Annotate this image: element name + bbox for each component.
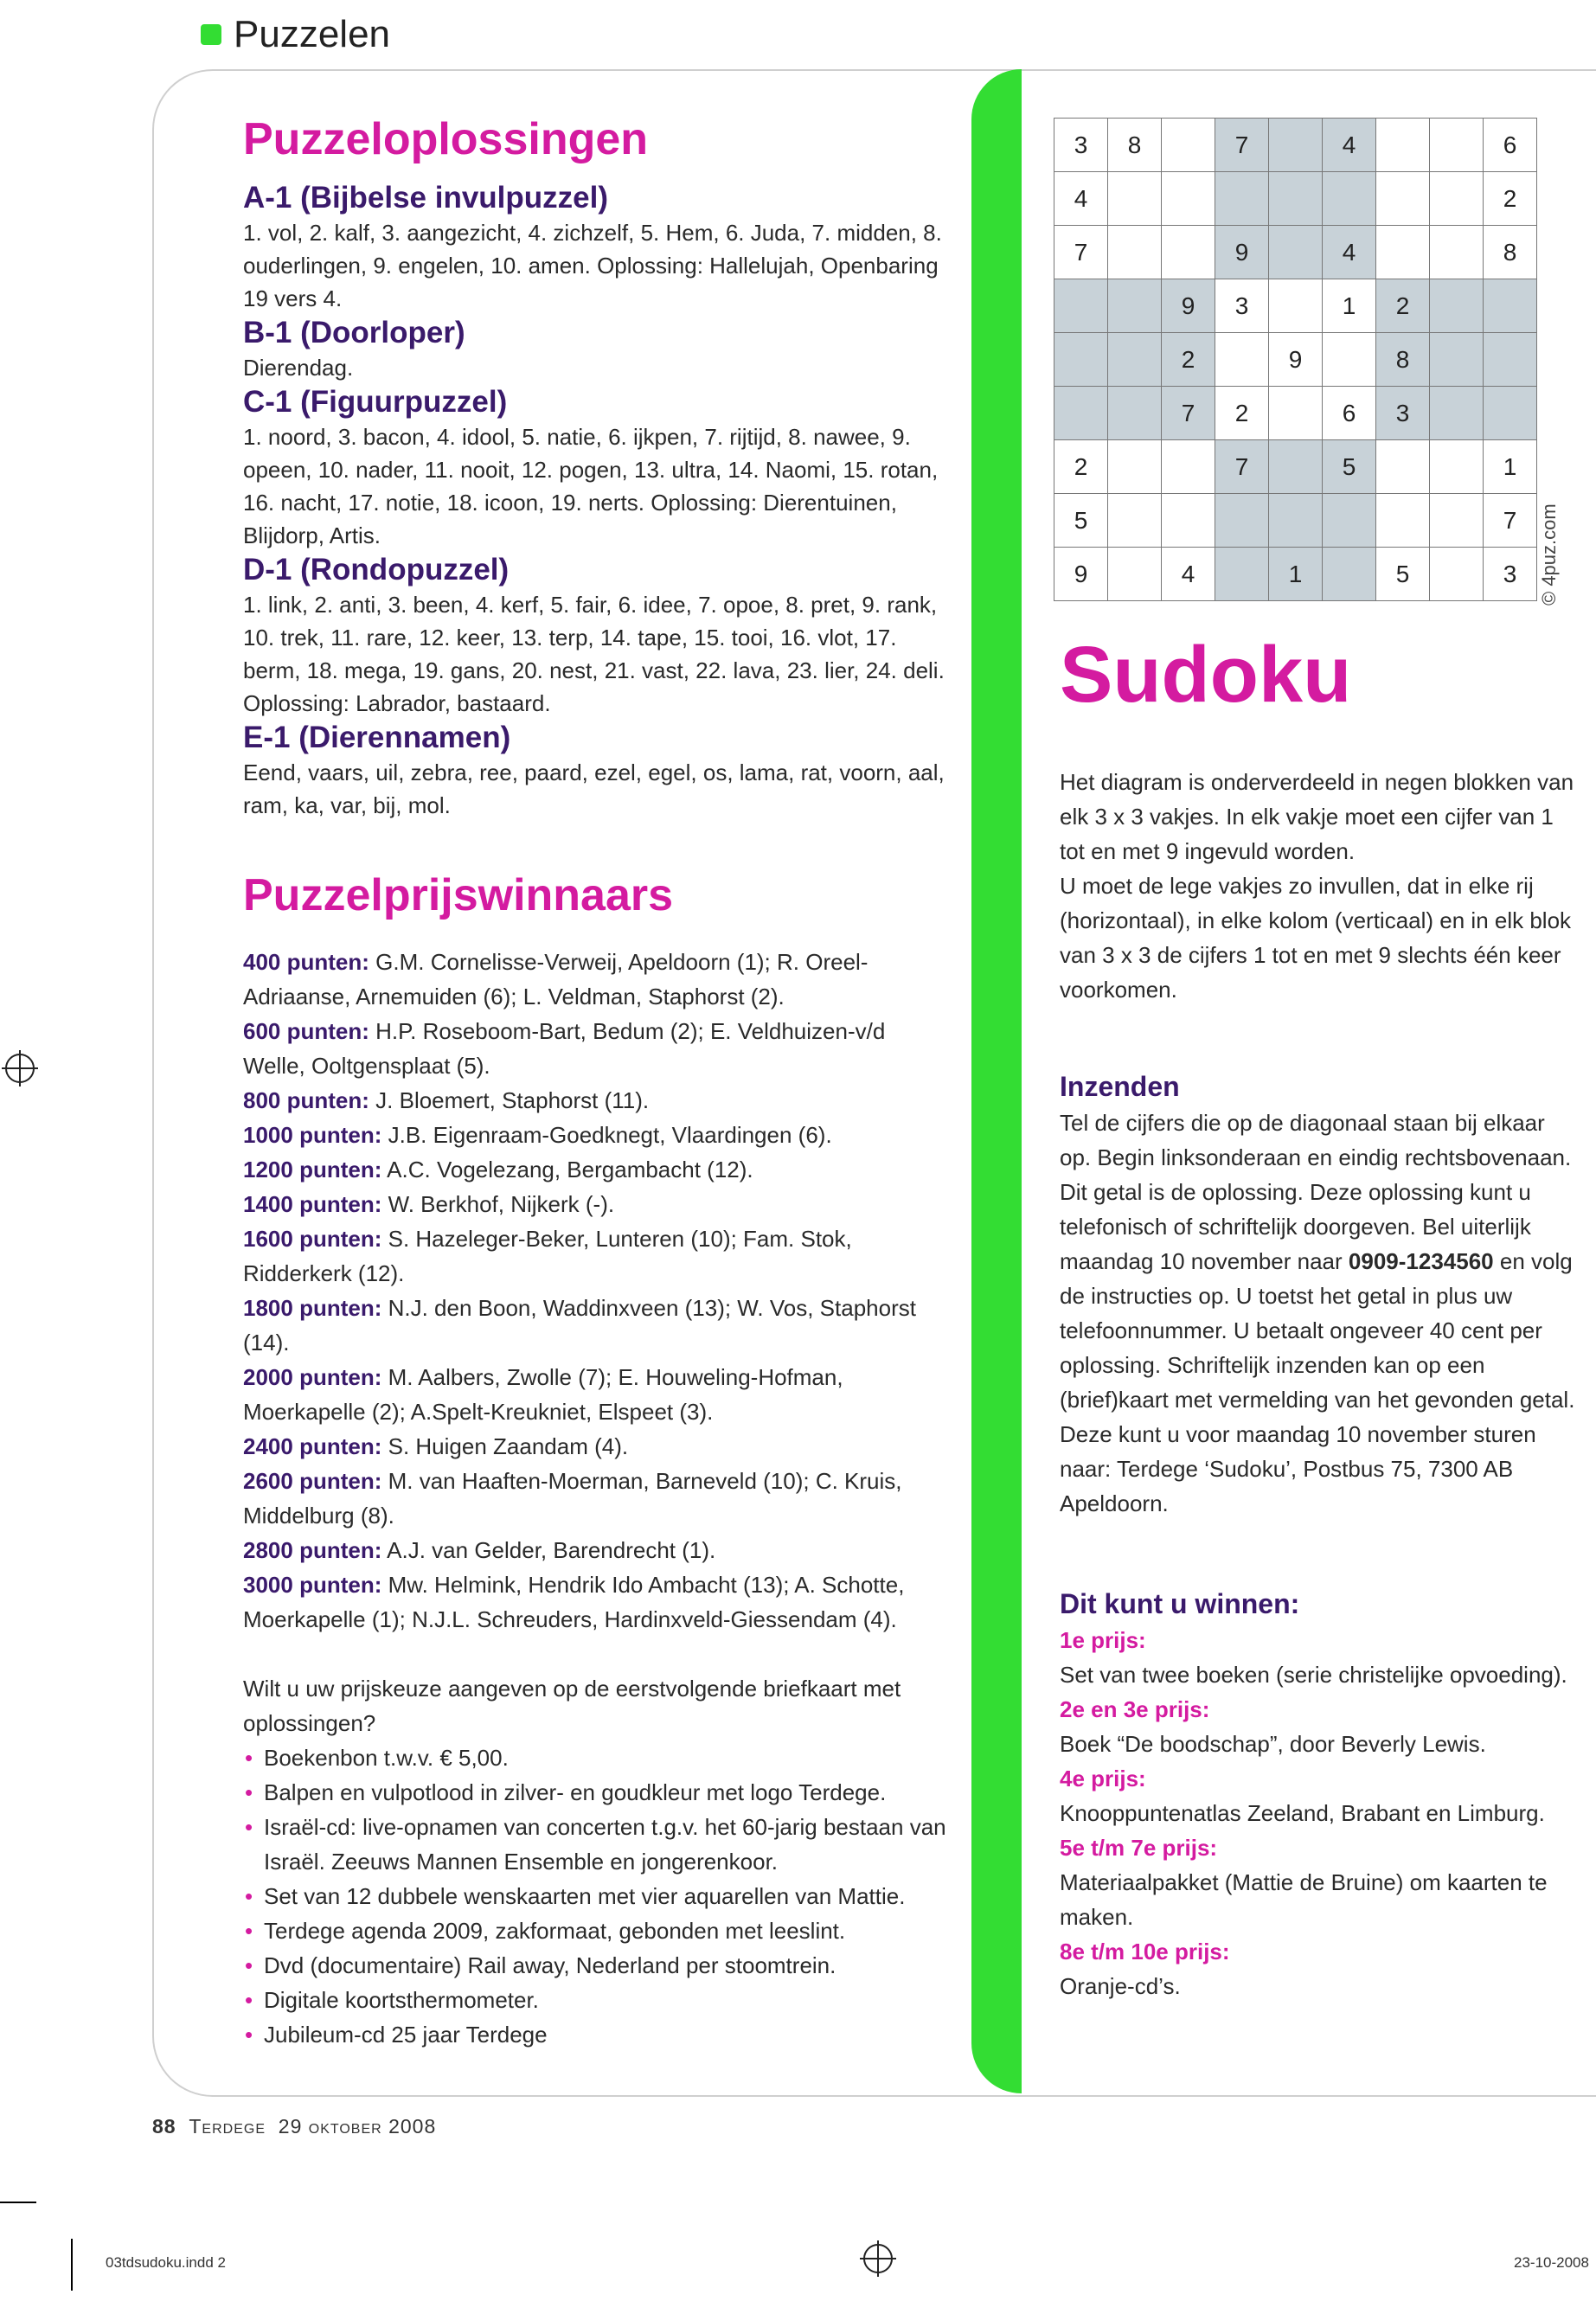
sudoku-cell: 3 xyxy=(1484,548,1537,601)
magazine-name: Terdege xyxy=(189,2115,266,2138)
sudoku-cell xyxy=(1430,226,1484,279)
winner-points: 1400 punten: xyxy=(243,1191,382,1217)
sudoku-cell xyxy=(1376,172,1430,226)
winner-entry xyxy=(243,1291,952,1360)
winners-title: Puzzelprijswinnaars xyxy=(243,870,674,920)
winner-points: 2600 punten: xyxy=(243,1468,382,1494)
prizes-heading: Dit kunt u winnen: xyxy=(1060,1588,1300,1619)
prize-choice-item: • Set van 12 dubbele wenskaarten met vier aquarellen van Mattie. xyxy=(243,1879,952,1913)
sudoku-cell xyxy=(1215,333,1269,387)
sudoku-cell xyxy=(1215,172,1269,226)
sudoku-cell xyxy=(1162,172,1215,226)
sudoku-cell xyxy=(1269,119,1323,172)
sudoku-cell: 7 xyxy=(1215,440,1269,494)
prize-item xyxy=(1060,1830,1579,1934)
sudoku-cell xyxy=(1108,172,1162,226)
sudoku-cell xyxy=(1108,226,1162,279)
sudoku-cell: 4 xyxy=(1323,226,1376,279)
winner-names: H.P. Roseboom-Bart, Bedum (2); E. Veldhuizen-v/d Welle, Ooltgensplaat (5). xyxy=(243,1018,886,1079)
winner-entry xyxy=(243,1014,952,1083)
sudoku-row xyxy=(1054,279,1537,333)
prize-choice-item: • Jubileum-cd 25 jaar Terdege xyxy=(243,2017,952,2052)
winner-entry xyxy=(243,1567,952,1637)
winner-names: M. van Haaften-Moerman, Barneveld (10); C. Kruis, Middelburg (8). xyxy=(243,1468,902,1529)
sudoku-cell: 3 xyxy=(1376,387,1430,440)
prize-label: 1e prijs: xyxy=(1060,1627,1146,1653)
prize-choice-list xyxy=(243,1740,952,2052)
solution-text: 1. noord, 3. bacon, 4. idool, 5. natie, 6. ijkpen, 7. rijtijd, 8. nawee, 9. opeen, 10. nader, 11. nooit, 12. pogen, 13. ultra, 14. Naomi, 15. rotan, 16. nacht, 17. notie, 18. icoon, 19. nerts. Oplossing: Dierentuinen, Blijdorp, Artis. xyxy=(243,424,939,548)
sudoku-cell: 9 xyxy=(1162,279,1215,333)
left-column xyxy=(243,111,952,2052)
sudoku-row xyxy=(1054,387,1537,440)
winner-points: 2400 punten: xyxy=(243,1433,382,1459)
winner-names: A.J. van Gelder, Barendrecht (1). xyxy=(387,1537,716,1563)
phone-number: 0909-1234560 xyxy=(1348,1248,1494,1274)
solution-heading: C-1 (Figuurpuzzel) xyxy=(243,385,508,419)
sudoku-cell xyxy=(1108,279,1162,333)
sudoku-cell xyxy=(1269,226,1323,279)
sudoku-cell: 2 xyxy=(1376,279,1430,333)
submit-text-1: Tel de cijfers die op de diagonaal staan bij elkaar op. Begin linksonderaan en eindig rechtsbovenaan. Dit getal is de oplossing. Deze oplossing kunt u telefonisch of schriftelijk doorgeven. Bel uiterlijk maandag 10 november naar xyxy=(1060,1110,1572,1274)
sudoku-cell xyxy=(1054,279,1108,333)
sudoku-cell xyxy=(1108,333,1162,387)
sudoku-cell xyxy=(1430,333,1484,387)
winner-entry xyxy=(243,1083,952,1118)
prize-choice-item: • Balpen en vulpotlood in zilver- en goudkleur met logo Terdege. xyxy=(243,1775,952,1810)
sudoku-cell xyxy=(1323,494,1376,548)
sudoku-cell: 6 xyxy=(1323,387,1376,440)
sudoku-cell xyxy=(1376,119,1430,172)
sudoku-cell xyxy=(1162,119,1215,172)
registration-mark-icon xyxy=(5,1054,35,1083)
sudoku-cell xyxy=(1376,494,1430,548)
solution-b1 xyxy=(243,315,952,384)
sudoku-cell xyxy=(1484,333,1537,387)
section-title: Puzzelen xyxy=(234,13,391,55)
prize-label: 4e prijs: xyxy=(1060,1766,1146,1791)
winner-names: Mw. Helmink, Hendrik Ido Ambacht (13); A. Schotte, Moerkapelle (1); N.J.L. Schreuders, Hardinxveld-Giessendam (4). xyxy=(243,1572,905,1632)
green-divider-bar xyxy=(971,69,1022,2093)
slug-date: 23-10-2008 xyxy=(1514,2254,1589,2271)
sudoku-cell xyxy=(1484,387,1537,440)
prize-text: Oranje-cd’s. xyxy=(1060,1973,1181,1999)
prize-choice-item: • Boekenbon t.w.v. € 5,00. xyxy=(243,1740,952,1775)
prize-choice-item: • Digitale koortsthermometer. xyxy=(243,1983,952,2017)
sudoku-cell xyxy=(1430,494,1484,548)
sudoku-row xyxy=(1054,440,1537,494)
registration-mark-icon xyxy=(863,2244,893,2273)
prize-text: Knooppuntenatlas Zeeland, Brabant en Limburg. xyxy=(1060,1800,1545,1826)
sudoku-cell xyxy=(1269,172,1323,226)
sudoku-rules: U moet de lege vakjes zo invullen, dat in elke rij (horizontaal), in elke kolom (verticaal) en in elk blok van 3 x 3 de cijfers 1 tot en met 9 slechts één keer voorkomen. xyxy=(1060,873,1572,1003)
sudoku-cell: 7 xyxy=(1215,119,1269,172)
winner-names: M. Aalbers, Zwolle (7); E. Houweling-Hofman, Moerkapelle (2); A.Spelt-Kreukniet, Elspeet (3). xyxy=(243,1364,843,1425)
sudoku-title: Sudoku xyxy=(1060,631,1352,719)
winners-list xyxy=(243,945,952,1637)
winner-entry xyxy=(243,1152,952,1187)
solution-e1 xyxy=(243,720,952,822)
sudoku-cell: 4 xyxy=(1162,548,1215,601)
sudoku-cell: 7 xyxy=(1162,387,1215,440)
winner-points: 600 punten: xyxy=(243,1018,369,1044)
sudoku-cell: 2 xyxy=(1162,333,1215,387)
winner-entry xyxy=(243,1118,952,1152)
sudoku-cell: 3 xyxy=(1215,279,1269,333)
winner-points: 1000 punten: xyxy=(243,1122,382,1148)
winner-entry xyxy=(243,1360,952,1429)
sudoku-cell: 6 xyxy=(1484,119,1537,172)
sudoku-cell: 7 xyxy=(1484,494,1537,548)
sudoku-cell xyxy=(1484,279,1537,333)
submit-text-2: en volg de instructies op. U toetst het getal in plus uw telefoonnummer. U betaalt ongeveer 40 cent per oplossing. Schriftelijk inzenden kan op een (brief)kaart met vermelding van het gevonden getal. Deze kunt u voor maandag 10 november sturen naar: Terdege ‘Sudoku’, Postbus 75, 7300 AB Apeldoorn. xyxy=(1060,1248,1575,1516)
winner-names: G.M. Cornelisse-Verweij, Apeldoorn (1); R. Oreel-Adriaanse, Arnemuiden (6); L. Veldman, Staphorst (2). xyxy=(243,949,869,1009)
winner-points: 800 punten: xyxy=(243,1087,369,1113)
winner-names: J. Bloemert, Staphorst (11). xyxy=(375,1087,650,1113)
sudoku-cell: 1 xyxy=(1484,440,1537,494)
sudoku-cell xyxy=(1323,548,1376,601)
sudoku-cell: 8 xyxy=(1376,333,1430,387)
sudoku-cell: 9 xyxy=(1215,226,1269,279)
sudoku-cell: 8 xyxy=(1484,226,1537,279)
winner-names: W. Berkhof, Nijkerk (-). xyxy=(388,1191,615,1217)
sudoku-cell: 2 xyxy=(1484,172,1537,226)
sudoku-cell xyxy=(1215,548,1269,601)
sudoku-cell: 2 xyxy=(1054,440,1108,494)
sudoku-cell: 5 xyxy=(1054,494,1108,548)
prize-label: 5e t/m 7e prijs: xyxy=(1060,1835,1218,1861)
prize-item xyxy=(1060,1934,1579,2003)
sudoku-cell xyxy=(1269,440,1323,494)
sudoku-row xyxy=(1054,548,1537,601)
submit-instructions xyxy=(1060,1106,1579,1521)
crop-mark xyxy=(71,2239,73,2291)
sudoku-cell: 9 xyxy=(1269,333,1323,387)
sudoku-cell: 1 xyxy=(1323,279,1376,333)
sudoku-cell: 2 xyxy=(1215,387,1269,440)
copyright-note: © 4puz.com xyxy=(1538,503,1560,606)
winner-points: 400 punten: xyxy=(243,949,369,975)
solution-text: 1. vol, 2. kalf, 3. aangezicht, 4. zichzelf, 5. Hem, 6. Juda, 7. midden, 8. ouderlingen, 9. engelen, 10. amen. Oplossing: Hallelujah, Openbaring 19 vers 4. xyxy=(243,220,942,311)
winner-names: S. Huigen Zaandam (4). xyxy=(388,1433,629,1459)
section-marker xyxy=(201,24,221,45)
page-number: 88 xyxy=(152,2115,176,2138)
sudoku-cell xyxy=(1430,119,1484,172)
solution-heading: B-1 (Doorloper) xyxy=(243,316,465,349)
prize-item xyxy=(1060,1623,1579,1692)
sudoku-row xyxy=(1054,172,1537,226)
sudoku-cell xyxy=(1162,226,1215,279)
sudoku-grid xyxy=(1054,118,1537,601)
solution-heading: E-1 (Dierennamen) xyxy=(243,721,511,754)
sudoku-cell: 8 xyxy=(1108,119,1162,172)
winner-points: 2000 punten: xyxy=(243,1364,382,1390)
sudoku-row xyxy=(1054,226,1537,279)
sudoku-cell xyxy=(1215,494,1269,548)
winner-names: S. Hazeleger-Beker, Lunteren (10); Fam. Stok, Ridderkerk (12). xyxy=(243,1226,852,1286)
issue-date: 29 oktober 2008 xyxy=(278,2115,437,2138)
winner-names: A.C. Vogelezang, Bergambacht (12). xyxy=(387,1157,753,1183)
winner-points: 1800 punten: xyxy=(243,1295,382,1321)
prize-item xyxy=(1060,1692,1579,1761)
sudoku-cell: 9 xyxy=(1054,548,1108,601)
sudoku-cell xyxy=(1430,440,1484,494)
solution-d1 xyxy=(243,552,952,720)
winner-names: J.B. Eigenraam-Goedknegt, Vlaardingen (6). xyxy=(388,1122,832,1148)
sudoku-cell: 3 xyxy=(1054,119,1108,172)
sudoku-cell: 1 xyxy=(1269,548,1323,601)
sudoku-cell xyxy=(1108,494,1162,548)
sudoku-cell xyxy=(1162,440,1215,494)
sudoku-cell: 5 xyxy=(1323,440,1376,494)
solution-c1 xyxy=(243,384,952,552)
submit-heading: Inzenden xyxy=(1060,1071,1180,1102)
winner-entry xyxy=(243,945,952,1014)
sudoku-cell xyxy=(1269,387,1323,440)
sudoku-cell xyxy=(1323,333,1376,387)
prize-label: 8e t/m 10e prijs: xyxy=(1060,1939,1230,1965)
prize-item xyxy=(1060,1761,1579,1830)
sudoku-cell xyxy=(1430,387,1484,440)
slug-filename: 03tdsudoku.indd 2 xyxy=(106,2254,226,2271)
sudoku-cell: 5 xyxy=(1376,548,1430,601)
page-folio xyxy=(152,2115,436,2138)
winner-points: 1600 punten: xyxy=(243,1226,382,1252)
sudoku-cell: 4 xyxy=(1323,119,1376,172)
prize-choice-item: • Israël-cd: live-opnamen van concerten t.g.v. het 60-jarig bestaan van Israël. Zeeuws Mannen Ensemble en jongerenkoor. xyxy=(243,1810,952,1879)
sudoku-row xyxy=(1054,333,1537,387)
winner-entry xyxy=(243,1464,952,1533)
sudoku-cell xyxy=(1430,279,1484,333)
prize-label: 2e en 3e prijs: xyxy=(1060,1696,1210,1722)
winner-names: N.J. den Boon, Waddinxveen (13); W. Vos, Staphorst (14). xyxy=(243,1295,916,1356)
prize-text: Materiaalpakket (Mattie de Bruine) om kaarten te maken. xyxy=(1060,1869,1548,1930)
prize-text: Set van twee boeken (serie christelijke opvoeding). xyxy=(1060,1662,1567,1688)
sudoku-cell xyxy=(1108,548,1162,601)
sudoku-cell: 7 xyxy=(1054,226,1108,279)
sudoku-cell xyxy=(1376,226,1430,279)
winner-entry xyxy=(243,1221,952,1291)
winner-entry xyxy=(243,1429,952,1464)
solution-text: Dierendag. xyxy=(243,355,354,381)
sudoku-intro: Het diagram is onderverdeeld in negen blokken van elk 3 x 3 vakjes. In elk vakje moet een cijfer van 1 tot en met 9 ingevuld worden. xyxy=(1060,769,1574,864)
sudoku-cell xyxy=(1376,440,1430,494)
winner-points: 3000 punten: xyxy=(243,1572,382,1598)
sudoku-cell xyxy=(1108,440,1162,494)
sudoku-cell xyxy=(1054,333,1108,387)
sudoku-row xyxy=(1054,494,1537,548)
solution-heading: A-1 (Bijbelse invulpuzzel) xyxy=(243,181,608,215)
sudoku-cell xyxy=(1323,172,1376,226)
sudoku-cell xyxy=(1162,494,1215,548)
prize-text: Boek “De boodschap”, door Beverly Lewis. xyxy=(1060,1731,1486,1757)
sudoku-row xyxy=(1054,119,1537,172)
solution-text: 1. link, 2. anti, 3. been, 4. kerf, 5. fair, 6. idee, 7. opoe, 8. pret, 9. rank, 10. trek, 11. rare, 12. keer, 13. terp, 14. tape, 15. tooi, 16. vlot, 17. berm, 18. mega, 19. gans, 20. nest, 21. vast, 22. lava, 23. lier, 24. deli. Oplossing: Labrador, bastaard. xyxy=(243,592,945,716)
winner-points: 2800 punten: xyxy=(243,1537,382,1563)
sudoku-cell xyxy=(1430,172,1484,226)
solution-heading: D-1 (Rondopuzzel) xyxy=(243,553,510,586)
section-tag xyxy=(201,13,391,55)
winner-entry xyxy=(243,1533,952,1567)
prize-choice-question: Wilt u uw prijskeuze aangeven op de eerstvolgende briefkaart met oplossingen? xyxy=(243,1676,901,1736)
sudoku-cell xyxy=(1269,494,1323,548)
solution-text: Eend, vaars, uil, zebra, ree, paard, ezel, egel, os, lama, rat, voorn, aal, ram, ka, var, bij, mol. xyxy=(243,760,945,818)
sudoku-cell xyxy=(1108,387,1162,440)
solutions-title: Puzzeloplossingen xyxy=(243,114,649,164)
winner-points: 1200 punten: xyxy=(243,1157,382,1183)
prize-choice-item: • Terdege agenda 2009, zakformaat, gebonden met leeslint. xyxy=(243,1913,952,1948)
solution-a1 xyxy=(243,180,952,315)
sudoku-cell xyxy=(1430,548,1484,601)
sudoku-cell xyxy=(1054,387,1108,440)
right-column xyxy=(1060,623,1579,2003)
winner-entry xyxy=(243,1187,952,1221)
prize-choice-item: • Dvd (documentaire) Rail away, Nederland per stoomtrein. xyxy=(243,1948,952,1983)
sudoku-cell: 4 xyxy=(1054,172,1108,226)
sudoku-cell xyxy=(1269,279,1323,333)
crop-mark xyxy=(0,2202,36,2203)
